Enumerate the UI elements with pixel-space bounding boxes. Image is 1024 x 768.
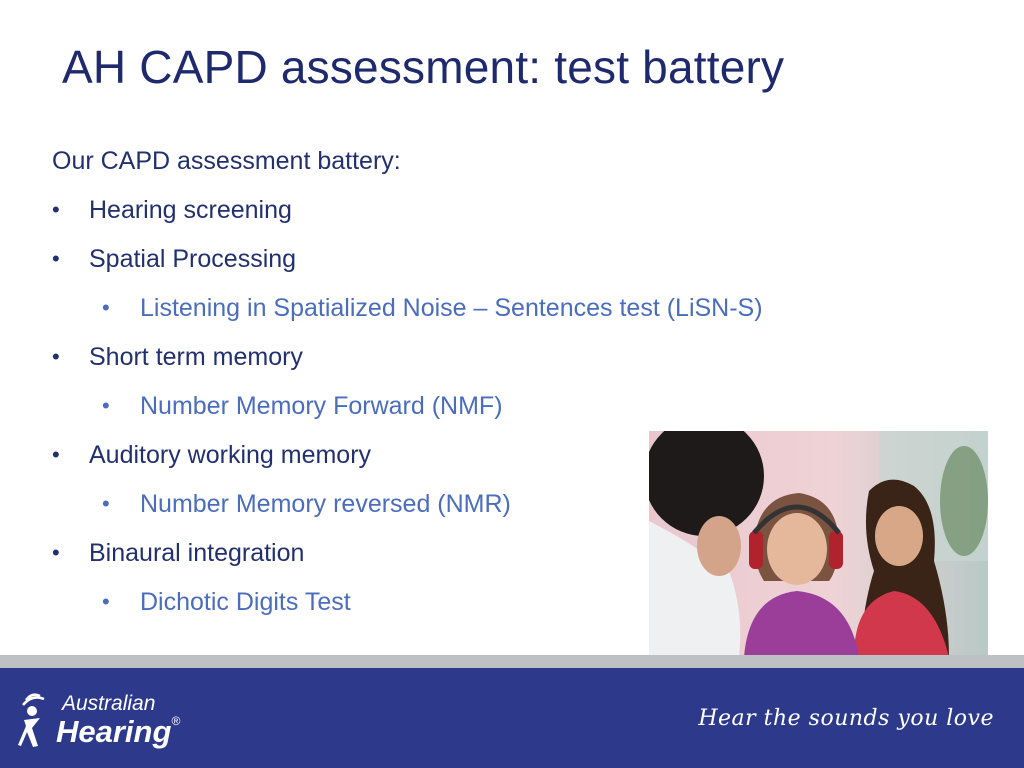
bullet-icon: • bbox=[102, 295, 110, 320]
intro-text: Our CAPD assessment battery: bbox=[52, 147, 401, 175]
bullet-label: Short term memory bbox=[89, 343, 303, 371]
bullet-label: Auditory working memory bbox=[89, 441, 372, 469]
bullet-icon: • bbox=[102, 491, 110, 516]
sub-bullet-label: Number Memory reversed (NMR) bbox=[140, 490, 511, 518]
logo-text-australian: Australian bbox=[62, 692, 156, 715]
slide-title: AH CAPD assessment: test battery bbox=[62, 41, 785, 93]
bullet-label: Spatial Processing bbox=[89, 245, 297, 273]
bullet-icon: • bbox=[102, 589, 110, 614]
registered-mark: ® bbox=[171, 714, 181, 728]
footer-banner bbox=[0, 668, 1024, 768]
child-hearing-test-photo bbox=[649, 431, 988, 657]
bullet-hearing-screening bbox=[52, 194, 952, 243]
logo-text-hearing-word: Hearing bbox=[56, 714, 172, 749]
bullet-short-term-memory bbox=[52, 341, 952, 390]
bullet-spatial-processing bbox=[52, 243, 952, 292]
bullet-icon: • bbox=[52, 540, 60, 565]
sub-bullet-label: Listening in Spatialized Noise – Sentences test (LiSN-S) bbox=[140, 294, 763, 322]
logo-text-hearing bbox=[56, 714, 180, 750]
bullet-icon: • bbox=[52, 246, 60, 271]
running-figure-icon bbox=[18, 690, 58, 750]
bullet-icon: • bbox=[52, 442, 60, 467]
tagline: Hear the sounds you love bbox=[698, 706, 994, 731]
footer-divider bbox=[0, 655, 1024, 668]
bullet-label: Binaural integration bbox=[89, 539, 305, 567]
bullet-icon: • bbox=[102, 393, 110, 418]
sub-bullet-label: Number Memory Forward (NMF) bbox=[140, 392, 503, 420]
bullet-label: Hearing screening bbox=[89, 196, 292, 224]
sub-bullet-label: Dichotic Digits Test bbox=[140, 588, 351, 616]
bullet-icon: • bbox=[52, 197, 60, 222]
bullet-icon: • bbox=[52, 344, 60, 369]
sub-bullet-lisn-s bbox=[52, 292, 952, 341]
